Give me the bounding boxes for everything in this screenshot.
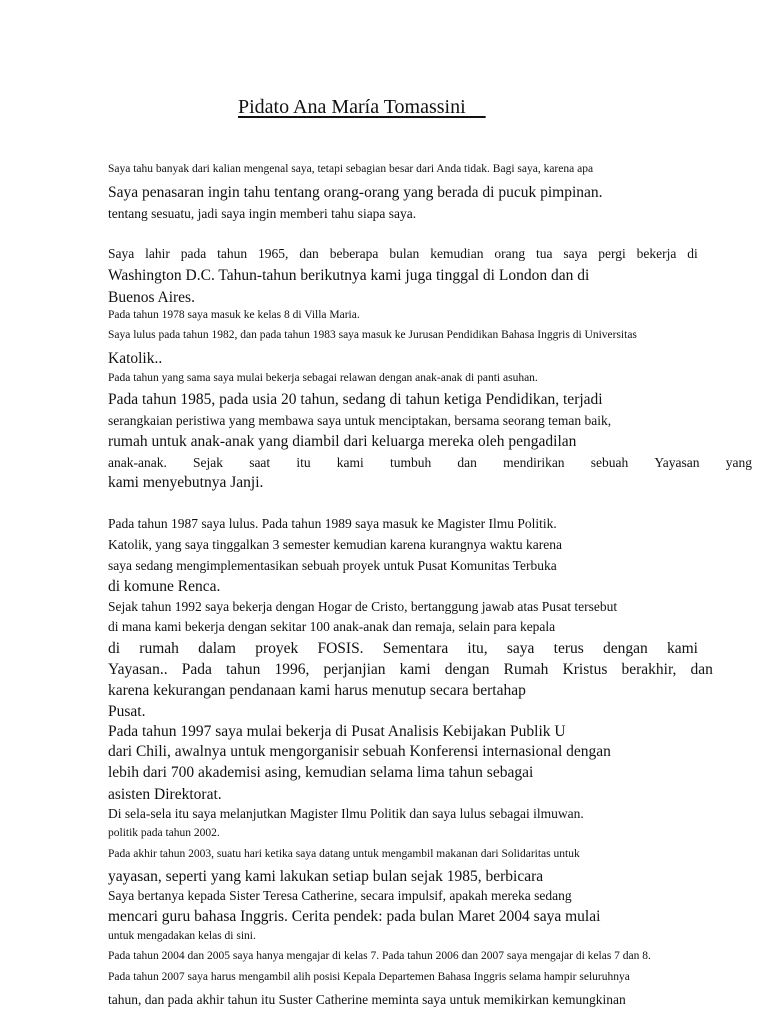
document-title: Pidato Ana María Tomassini: [238, 96, 486, 118]
word: bulan: [389, 246, 420, 261]
word: mendirikan: [503, 455, 565, 470]
word: tua: [535, 246, 553, 261]
text-line: serangkaian peristiwa yang membawa saya untuk menciptakan, bersama seorang teman baik,: [108, 413, 612, 428]
word: rumah: [139, 640, 179, 657]
word: kami: [336, 455, 364, 470]
word: tahun: [217, 246, 248, 261]
word: sebuah: [590, 455, 629, 470]
word: Yayasan: [654, 455, 700, 470]
word: di: [687, 246, 698, 261]
word: Kristus: [562, 661, 608, 678]
text-line: Saya bertanya kepada Sister Teresa Catherine, secara impulsif, apakah mereka sedang: [108, 888, 572, 903]
word: proyek: [255, 640, 299, 657]
text-line: Saya lulus pada tahun 1982, dan pada tahun 1983 saya masuk ke Jurusan Pendidikan Bahasa Inggris di Universitas: [108, 329, 637, 341]
text-line: Pusat.: [108, 703, 146, 720]
word: dengan: [444, 661, 490, 678]
word: Sementara: [382, 640, 449, 657]
text-line: politik pada tahun 2002.: [108, 827, 220, 839]
word: Rumah: [503, 661, 549, 678]
word: bekerja: [636, 246, 677, 261]
text-line: untuk mengadakan kelas di sini.: [108, 930, 256, 942]
text-line: Washington D.C. Tahun-tahun berikutnya kami juga tinggal di London dan di: [108, 267, 590, 284]
word: kami: [399, 661, 431, 678]
word: perjanjian: [323, 661, 386, 678]
text-line: mencari guru bahasa Inggris. Cerita pendek: pada bulan Maret 2004 saya mulai: [108, 908, 601, 925]
text-line: tahun, dan pada akhir tahun itu Suster Catherine meminta saya untuk memikirkan kemungkinan: [108, 992, 626, 1007]
word: saat: [249, 455, 271, 470]
word: pergi: [598, 246, 626, 261]
word: dan: [299, 246, 319, 261]
word: kemudian: [430, 246, 484, 261]
text-line: saya sedang mengimplementasikan sebuah proyek untuk Pusat Komunitas Terbuka: [108, 558, 557, 573]
text-line: Pada tahun 1978 saya masuk ke kelas 8 di Villa Maria.: [108, 309, 360, 321]
text-line: tentang sesuatu, jadi saya ingin memberi tahu siapa saya.: [108, 206, 417, 221]
word: di: [108, 640, 121, 657]
text-line: Pada tahun 1997 saya mulai bekerja di Pusat Analisis Kebijakan Publik U: [108, 723, 566, 740]
word: yang: [725, 455, 752, 470]
word: pada: [180, 246, 207, 261]
text-line: Pada tahun 1985, pada usia 20 tahun, sedang di tahun ketiga Pendidikan, terjadi: [108, 391, 603, 408]
word: Saya: [108, 246, 135, 261]
text-line: dari Chili, awalnya untuk mengorganisir sebuah Konferensi internasional dengan: [108, 743, 611, 760]
text-line: Saya penasaran ingin tahu tentang orang-orang yang berada di pucuk pimpinan.: [108, 184, 603, 201]
word: terus: [553, 640, 584, 657]
word: orang: [494, 246, 526, 261]
word: 1996,: [274, 661, 310, 678]
text-line: Katolik, yang saya tinggalkan 3 semester kemudian karena kurangnya waktu karena: [108, 537, 562, 552]
text-line: Pada tahun 1987 saya lulus. Pada tahun 1989 saya masuk ke Magister Ilmu Politik.: [108, 516, 557, 531]
word: beberapa: [329, 246, 379, 261]
word: Yayasan..: [108, 661, 168, 678]
word: tumbuh: [389, 455, 432, 470]
word: kami: [667, 640, 698, 657]
word: dan: [690, 661, 713, 678]
word: itu,: [467, 640, 488, 657]
text-line: Saya tahu banyak dari kalian mengenal saya, tetapi sebagian besar dari Anda tidak. Bagi saya, karena apa: [108, 163, 594, 175]
word: lahir: [145, 246, 170, 261]
word: Sejak: [193, 455, 224, 470]
text-line: rumah untuk anak-anak yang diambil dari keluarga mereka oleh pengadilan: [108, 433, 577, 450]
word: dalam: [198, 640, 236, 657]
text-line: Pada tahun 2007 saya harus mengambil alih posisi Kepala Departemen Bahasa Inggris selama hampir seluruhnya: [108, 971, 630, 983]
word: dengan: [603, 640, 648, 657]
word: dan: [457, 455, 477, 470]
text-line: [108, 661, 713, 679]
word: 1965,: [258, 246, 289, 261]
text-line: Pada tahun yang sama saya mulai bekerja sebagai relawan dengan anak-anak di panti asuhan.: [108, 372, 538, 384]
word: FOSIS.: [317, 640, 364, 657]
word: saya: [506, 640, 535, 657]
text-line: [108, 246, 698, 262]
text-line: Buenos Aires.: [108, 289, 195, 306]
text-line: Pada akhir tahun 2003, suatu hari ketika saya datang untuk mengambil makanan dari Solidaritas untuk: [108, 848, 580, 860]
text-line: Pada tahun 2004 dan 2005 saya hanya mengajar di kelas 7. Pada tahun 2006 dan 2007 saya mengajar di kelas 7 dan 8.: [108, 950, 651, 962]
text-line: karena kekurangan pendanaan kami harus menutup secara bertahap: [108, 682, 526, 699]
text-line: asisten Direktorat.: [108, 786, 222, 803]
text-line: di komune Renca.: [108, 578, 221, 595]
text-line: Di sela-sela itu saya melanjutkan Magister Ilmu Politik dan saya lulus sebagai ilmuwan.: [108, 806, 584, 821]
word: itu: [296, 455, 311, 470]
text-line: Sejak tahun 1992 saya bekerja dengan Hogar de Cristo, bertanggung jawab atas Pusat tersebut: [108, 599, 618, 614]
word: berakhir,: [621, 661, 677, 678]
text-line: yayasan, seperti yang kami lakukan setiap bulan sejak 1985, berbicara: [108, 868, 544, 885]
word: anak-anak.: [108, 455, 167, 470]
word: Pada: [181, 661, 212, 678]
text-line: [108, 455, 752, 471]
text-line: di mana kami bekerja dengan sekitar 100 anak-anak dan remaja, selain para kepala: [108, 619, 556, 634]
word: saya: [563, 246, 588, 261]
text-line: Katolik..: [108, 350, 163, 367]
text-line: [108, 640, 698, 658]
text-line: kami menyebutnya Janji.: [108, 474, 264, 491]
word: tahun: [225, 661, 261, 678]
text-line: lebih dari 700 akademisi asing, kemudian selama lima tahun sebagai: [108, 764, 534, 781]
